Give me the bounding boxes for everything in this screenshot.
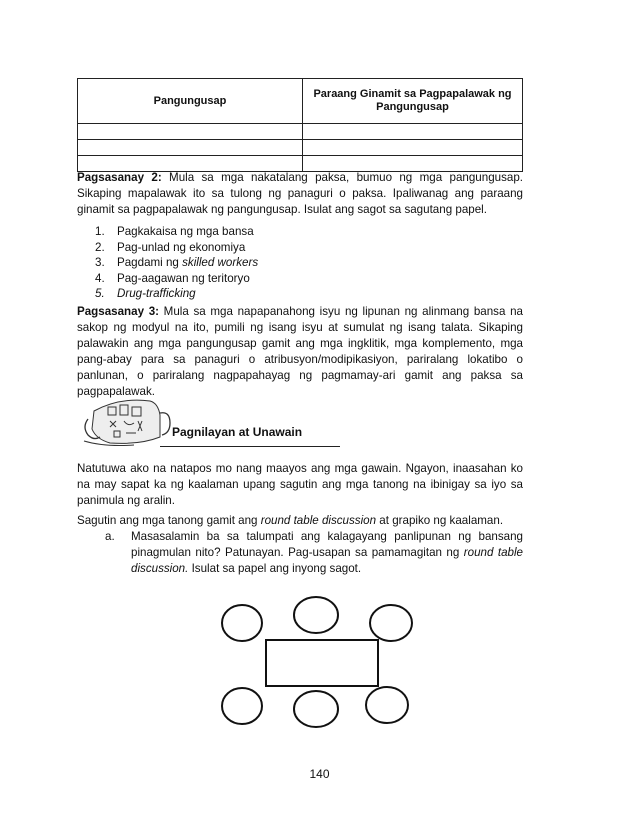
list-item-text: Pagkakaisa ng mga bansa bbox=[117, 225, 254, 238]
table-cell bbox=[78, 124, 303, 140]
organizer-ellipse-top-center bbox=[294, 597, 338, 633]
intro-paragraph: Natutuwa ako na natapos mo nang maayos ang mga gawain. Ngayon, inaasahan ko na may sapat ka ng kaalaman upang sagutin ang mga tanong na ibinigay sa iyo sa panimula ng aralin. bbox=[77, 462, 523, 507]
pagsasanay-3-paragraph bbox=[77, 304, 523, 400]
question-a-text: Masasalamin ba sa talumpati ang kalagayang panlipunan ng bansang pinagmulan nito? Patunayan. Pag-usapan sa pamamagitan ng round table discussion. Isulat sa papel ang inyong sagot. bbox=[131, 530, 524, 575]
page-number: 140 bbox=[309, 767, 330, 781]
pagsasanay-3-label: Pagsasanay 3: bbox=[77, 305, 160, 318]
pagsasanay-2-text: Mula sa mga nakatalang paksa, bumuo ng mga pangungusap. Sikaping mapalawak ito sa tulong ng panaguri o paksa. Ipaliwanag ang paraang ginamit sa pagpapalawak ng pangungusap. Isulat ang sagot sa sagutang papel. bbox=[77, 171, 523, 216]
table-cell bbox=[78, 140, 303, 156]
instruction-paragraph: Sagutin ang mga tanong gamit ang round table discussion at grapiko ng kaalaman. bbox=[77, 514, 504, 527]
pagsasanay-2-paragraph bbox=[77, 170, 523, 218]
answer-table bbox=[77, 78, 523, 172]
list-item bbox=[77, 286, 258, 302]
organizer-ellipse-bottom-right bbox=[366, 687, 408, 723]
pagsasanay-3-text: Mula sa mga napapanahong isyu ng lipunan ng alinmang bansa na sakop ng modyul na ito, pumili ng isang isyu at sumulat ng isang talata. Sikaping palawakin ang mga pangungusap gamit ang mga ingklitik, mga komplemento, mga pang-abay para sa panaguri o atribusyon/modipikasiyon, pariralang lokatibo o panlunan, o pariralang nagpapahayag ng pagmamay-ari gamit ang paksa sa pagpapalawak. bbox=[77, 305, 523, 398]
organizer-center-box bbox=[266, 640, 378, 686]
topic-list bbox=[77, 224, 258, 302]
organizer-ellipse-top-left bbox=[222, 605, 262, 641]
graphic-organizer bbox=[215, 595, 415, 730]
list-item-number: 4. bbox=[95, 271, 105, 285]
list-item-number: 1. bbox=[95, 225, 105, 238]
table-cell bbox=[303, 124, 523, 140]
section-title: Pagnilayan at Unawain bbox=[172, 425, 303, 439]
question-a-label: a. bbox=[105, 530, 115, 543]
table-row bbox=[78, 140, 523, 156]
pagsasanay-2-label: Pagsasanay 2: bbox=[77, 171, 162, 184]
organizer-ellipse-bottom-center bbox=[294, 691, 338, 727]
table-row bbox=[78, 124, 523, 140]
list-item-text: Pag-unlad ng ekonomiya bbox=[117, 240, 246, 254]
list-item bbox=[77, 255, 258, 271]
list-item-text: Pagdami ng skilled workers bbox=[117, 256, 259, 269]
table-header-paraang-ginamit: Paraang Ginamit sa Pagpapalawak ng Pangungusap bbox=[303, 79, 523, 124]
table-header-pangungusap: Pangungusap bbox=[78, 79, 303, 124]
list-item bbox=[77, 224, 258, 240]
list-item-number: 5. bbox=[95, 287, 105, 300]
list-item bbox=[77, 240, 258, 256]
table-header-row bbox=[78, 79, 523, 124]
organizer-ellipse-top-right bbox=[370, 605, 412, 641]
section-divider bbox=[160, 446, 340, 447]
list-item-number: 2. bbox=[95, 240, 105, 254]
organizer-ellipse-bottom-left bbox=[222, 688, 262, 724]
table-cell bbox=[303, 140, 523, 156]
list-item-number: 3. bbox=[95, 256, 105, 269]
question-a bbox=[105, 529, 523, 577]
list-item bbox=[77, 271, 258, 287]
hands-holding-board-illustration bbox=[80, 393, 340, 453]
list-item-text: Drug-trafficking bbox=[117, 287, 196, 300]
list-item-text: Pag-aagawan ng teritoryo bbox=[117, 271, 250, 285]
